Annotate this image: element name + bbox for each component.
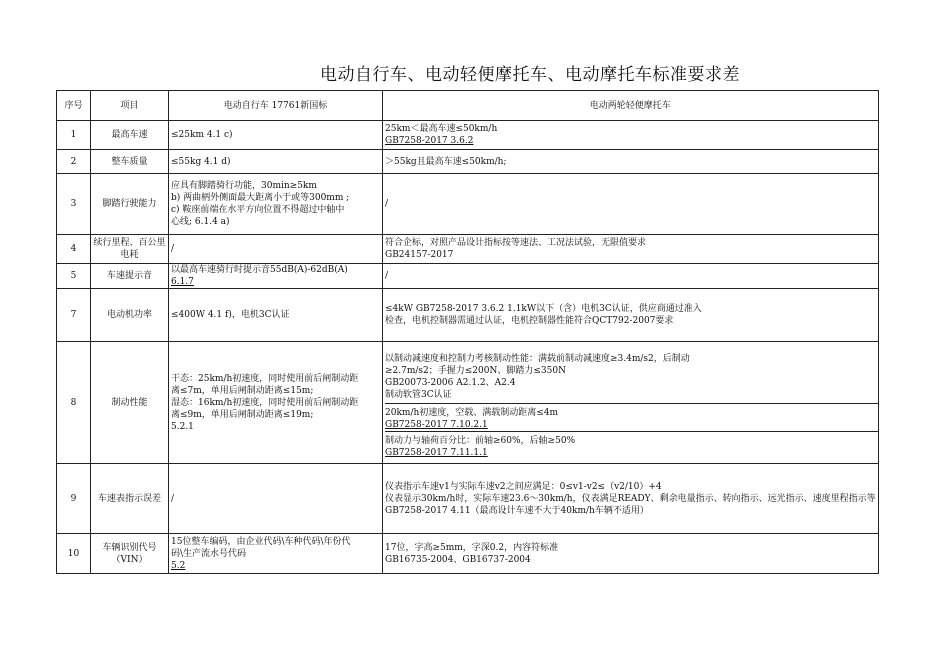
row-no: 8 xyxy=(57,342,91,464)
row-item: 续行里程、百公里电耗 xyxy=(91,235,169,264)
table-row xyxy=(57,289,879,342)
ebike-line: b) 两曲柄外侧面最大距离小于或等300mm ; xyxy=(171,193,350,203)
ebike-requirement xyxy=(169,534,383,574)
ebike-line: 以最高车速骑行时提示音55dB(A)-62dB(A) xyxy=(171,265,348,275)
ebike-requirement: / xyxy=(169,464,383,534)
braking-deceleration-block xyxy=(385,347,878,403)
standard-reference: GB7258-2017 3.6.2 xyxy=(385,136,474,146)
row-item: 整车质量 xyxy=(91,150,169,174)
ebike-line: 离≤9m，单用后闸制动距离≤19m; xyxy=(171,409,314,420)
moped-line: 以制动减速度和控制力考核制动性能：满载前制动减速度≥3.4m/s2，后制动 xyxy=(385,353,690,364)
row-item: 脚踏行驶能力 xyxy=(91,174,169,235)
header-item: 项目 xyxy=(91,91,169,121)
moped-line: 仪表指示车速v1与实际车速v2之间应满足：0≤v1-v2≤（v2/10）+4 xyxy=(385,481,662,492)
moped-requirement xyxy=(383,534,879,574)
ebike-requirement xyxy=(169,174,383,235)
standard-reference: GB7258-2017 7.10.2.1 xyxy=(385,419,488,430)
table-row xyxy=(57,235,879,264)
moped-line: GB20073-2006 A2.1.2、A2.4 xyxy=(385,377,516,388)
moped-requirement: ＞55kg且最高车速≤50km/h; xyxy=(383,150,879,174)
row-item: 最高车速 xyxy=(91,121,169,150)
ebike-requirement: ≤55kg 4.1 d) xyxy=(169,150,383,174)
ebike-requirement: / xyxy=(169,235,383,264)
moped-requirement xyxy=(383,342,879,464)
table-row xyxy=(57,342,879,464)
standard-reference: 6.1.7 xyxy=(171,277,194,287)
moped-line: ≤4kW GB7258-2017 3.6.2 1.1kW以下（含）电机3C认证，供应商通过准入 xyxy=(385,304,702,314)
header-row xyxy=(57,91,879,121)
standard-reference: GB24157-2017 xyxy=(385,250,454,260)
ebike-line: 15位整车编码，由企业代码\车种代码\年份代 xyxy=(171,536,351,547)
moped-requirement xyxy=(383,235,879,264)
ebike-line: 湿态：16km/h初速度，同时使用前后闸制动距 xyxy=(171,397,359,408)
standards-comparison-table xyxy=(56,90,879,574)
moped-requirement xyxy=(383,289,879,342)
moped-requirement xyxy=(383,121,879,150)
moped-line: 20km/h初速度，空载、满载制动距离≤4m xyxy=(385,407,559,418)
ebike-requirement: ≤400W 4.1 f)，电机3C认证 xyxy=(169,289,383,342)
header-moped: 电动两轮轻便摩托车 xyxy=(383,91,879,121)
ebike-line: 5.2.1 xyxy=(171,421,194,432)
table-row xyxy=(57,464,879,534)
moped-line: 仪表显示30km/h时，实际车速23.6～30km/h，仪表满足READY、剩余电量指示、转向指示、远光指示、速度里程指示等 xyxy=(385,493,876,504)
row-no: 9 xyxy=(57,464,91,534)
ebike-requirement xyxy=(169,264,383,289)
moped-line: 符合企标，对照产品设计指标按等速法、工况法试验，无限值要求 xyxy=(385,238,647,248)
ebike-line: 码\生产流水号代码 xyxy=(171,548,247,559)
braking-force-block xyxy=(385,431,878,459)
table-row xyxy=(57,150,879,174)
table-row xyxy=(57,264,879,289)
moped-requirement: / xyxy=(383,264,879,289)
row-item: 车速表指示误差 xyxy=(91,464,169,534)
row-no: 10 xyxy=(57,534,91,574)
ebike-line: 干态：25km/h初速度，同时使用前后闸制动距 xyxy=(171,373,359,384)
row-no: 3 xyxy=(57,174,91,235)
ebike-line: 心线; 6.1.4 a) xyxy=(171,217,230,227)
row-item: 车辆识别代号（VIN） xyxy=(91,534,169,574)
braking-distance-block xyxy=(385,403,878,431)
moped-line: 检查，电机控制器需通过认证，电机控制器性能符合QCT792-2007要求 xyxy=(385,316,674,326)
row-no: 1 xyxy=(57,121,91,150)
moped-line: 制动软管3C认证 xyxy=(385,389,452,400)
moped-requirement: / xyxy=(383,174,879,235)
ebike-line: 离≤7m，单用后闸制动距离≤15m; xyxy=(171,385,314,396)
moped-requirement xyxy=(383,464,879,534)
standard-reference: GB7258-2017 7.11.1.1 xyxy=(385,447,488,458)
ebike-line: 应具有脚踏骑行功能，30min≥5km xyxy=(171,181,317,191)
moped-line: 17位，字高≥5mm，字深0.2，内容符标准 xyxy=(385,542,559,553)
row-no: 7 xyxy=(57,289,91,342)
document-title: 电动自行车、电动轻便摩托车、电动摩托车标准要求差 xyxy=(320,65,740,85)
standard-reference: GB16735-2004、GB16737-2004 xyxy=(385,554,531,565)
moped-line: 25km＜最高车速≤50km/h xyxy=(385,124,498,134)
ebike-requirement: ≤25km 4.1 c) xyxy=(169,121,383,150)
table-row xyxy=(57,121,879,150)
standard-reference: GB7258-2017 4.11（最高设计车速不大于40km/h车辆不适用） xyxy=(385,505,649,516)
header-ebike: 电动自行车 17761新国标 xyxy=(169,91,383,121)
table-row xyxy=(57,174,879,235)
moped-line: 制动力与轴荷百分比：前轴≥60%，后轴≥50% xyxy=(385,435,576,446)
table-row xyxy=(57,534,879,574)
row-item: 电动机功率 xyxy=(91,289,169,342)
row-item: 车速提示音 xyxy=(91,264,169,289)
ebike-line: c) 鞍座前端在水平方向位置不得超过中轴中 xyxy=(171,205,345,215)
row-item: 制动性能 xyxy=(91,342,169,464)
standard-reference: 5.2 xyxy=(171,560,186,571)
row-no: 2 xyxy=(57,150,91,174)
row-no: 5 xyxy=(57,264,91,289)
row-no: 4 xyxy=(57,235,91,264)
header-no: 序号 xyxy=(57,91,91,121)
moped-line: ≥2.7m/s2；手握力≤200N、脚踏力≤350N xyxy=(385,365,566,376)
ebike-requirement xyxy=(169,342,383,464)
